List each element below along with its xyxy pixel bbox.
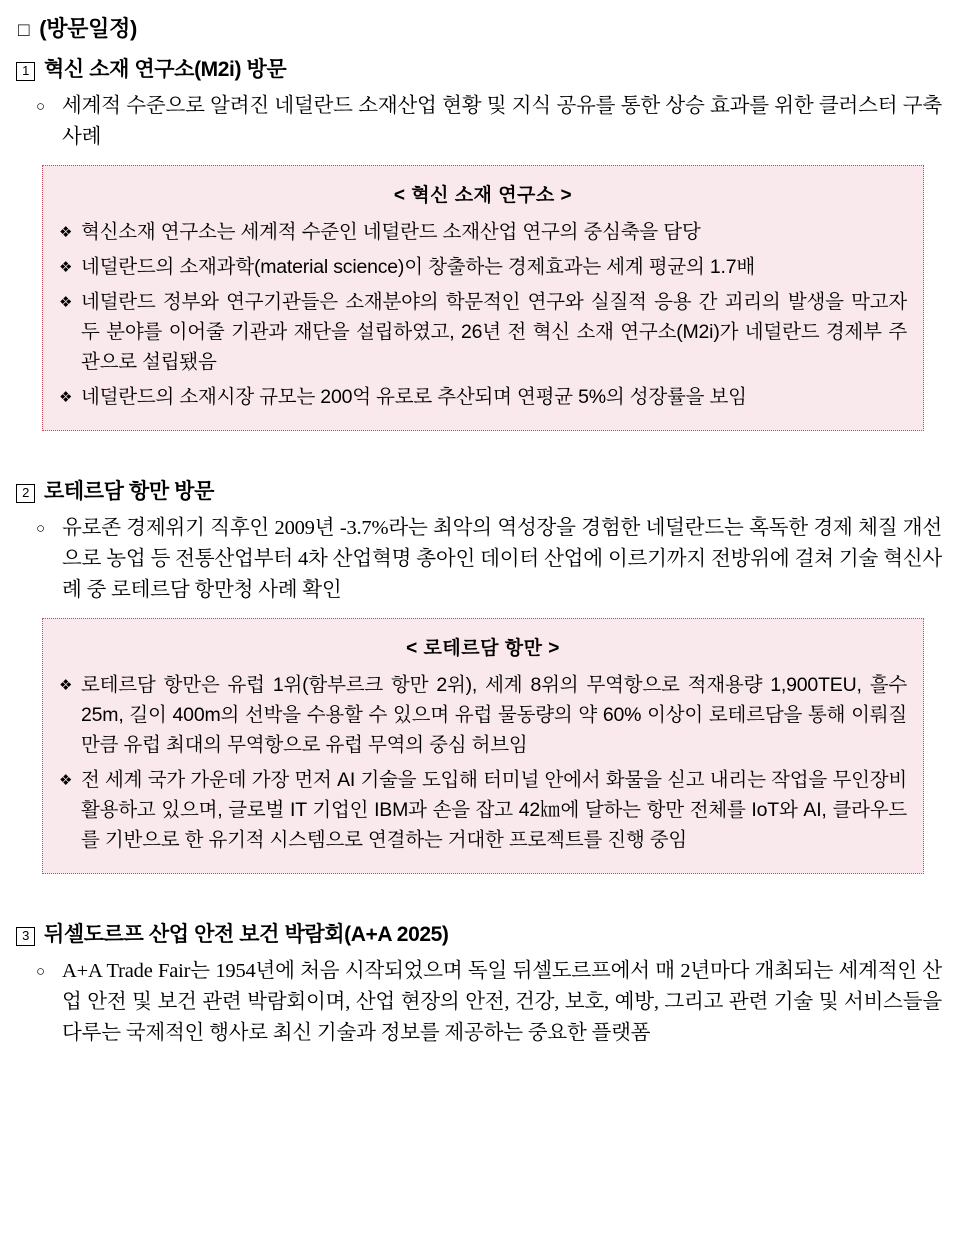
- item-2-bullet-0-text: 유로존 경제위기 직후인 2009년 -3.7%라는 최악의 역성장을 경험한 네덜란드는 혹독한 경제 체질 개선으로 농업 등 전통산업부터 4차 산업혁명 총아인 데이터 산업에 이르기까지 전방위에 걸쳐 기술 혁신사례 중 로테르담 항만청 사례 확인: [62, 517, 942, 601]
- item-1-infobox-line-3-text: 네덜란드의 소재시장 규모는 200억 유로로 추산되며 연평균 5%의 성장률을 보임: [81, 386, 747, 408]
- circle-bullet-icon: ○: [36, 98, 46, 115]
- item-1-bullet-0: [14, 91, 942, 153]
- section-header-title: (방문일정): [39, 16, 138, 41]
- square-marker-icon: □: [18, 20, 30, 41]
- spacer: [14, 884, 942, 910]
- diamond-bullet-icon: ❖: [59, 258, 73, 276]
- circle-bullet-icon: ○: [36, 963, 46, 980]
- diamond-bullet-icon: ❖: [59, 388, 73, 406]
- diamond-bullet-icon: ❖: [59, 771, 73, 789]
- circle-bullet-icon: ○: [36, 520, 46, 537]
- item-2-infobox-line-0: [59, 670, 907, 760]
- item-1-infobox-line-1-text: 네덜란드의 소재과학(material science)이 창출하는 경제효과는 세계 평균의 1.7배: [81, 256, 756, 278]
- item-2-infobox-line-1-text: 전 세계 국가 가운데 가장 먼저 AI 기술을 도입해 터미널 안에서 화물을 싣고 내리는 작업을 무인장비 활용하고 있으며, 글로벌 IT 기업인 IBM과 손을 잡고 42㎞에 달하는 항만 전체를 IoT와 AI, 클라우드를 기반으로 한 유기적 시스템으로 연결하는 거대한 프로젝트를 진행 중임: [81, 769, 907, 851]
- item-3-heading: [16, 918, 942, 948]
- diamond-bullet-icon: ❖: [59, 223, 73, 241]
- item-1-infobox-line-2: [59, 287, 907, 377]
- item-1-infobox-line-2-text: 네덜란드 정부와 연구기관들은 소재분야의 학문적인 연구와 실질적 응용 간 괴리의 발생을 막고자 두 분야를 이어줄 기관과 재단을 설립하였고, 26년 전 혁신 소재 연구소(M2i)가 네덜란드 경제부 주관으로 설립됐음: [81, 291, 907, 373]
- item-number-icon: 3: [16, 927, 35, 946]
- item-3-bullet-0: [14, 956, 942, 1049]
- item-1-infobox-line-1: [59, 252, 907, 282]
- item-2-infobox-title: < 로테르담 항만 >: [406, 638, 560, 659]
- diamond-bullet-icon: ❖: [59, 676, 73, 694]
- item-2-infobox-line-1: [59, 765, 907, 855]
- item-3: [14, 918, 942, 1049]
- item-2-infobox: [42, 618, 924, 874]
- item-2: [14, 475, 942, 874]
- diamond-bullet-icon: ❖: [59, 293, 73, 311]
- item-1: [14, 53, 942, 431]
- item-number-icon: 2: [16, 484, 35, 503]
- section-header: [18, 12, 942, 43]
- item-2-heading: [16, 475, 942, 505]
- item-1-infobox-title: < 혁신 소재 연구소 >: [393, 185, 573, 206]
- item-1-infobox-line-0: [59, 217, 907, 247]
- item-1-infobox-line-3: [59, 382, 907, 412]
- item-2-bullet-0: [14, 513, 942, 606]
- item-3-bullet-0-text: A+A Trade Fair는 1954년에 처음 시작되었으며 독일 뒤셀도르프에서 매 2년마다 개최되는 세계적인 산업 안전 및 보건 관련 박람회이며, 산업 현장의 안전, 건강, 보호, 예방, 그리고 관련 기술 및 서비스들을 다루는 국제적인 행사로 최신 기술과 정보를 제공하는 중요한 플랫폼: [62, 960, 942, 1044]
- item-3-title: 뒤셀도르프 산업 안전 보건 박람회(A+A 2025): [44, 923, 449, 946]
- item-2-infobox-line-0-text: 로테르담 항만은 유럽 1위(함부르크 항만 2위), 세계 8위의 무역항으로 적재용량 1,900TEU, 흘수 25m, 길이 400m의 선박을 수용할 수 있으며 유럽 물동량의 약 60% 이상이 로테르담을 통해 이뤄질 만큼 유럽 최대의 무역항으로 유럽 무역의 중심 허브임: [81, 674, 907, 756]
- spacer: [14, 441, 942, 467]
- item-1-infobox-line-0-text: 혁신소재 연구소는 세계적 수준인 네덜란드 소재산업 연구의 중심축을 담당: [81, 221, 701, 243]
- item-1-title: 혁신 소재 연구소(M2i) 방문: [44, 58, 287, 81]
- item-1-bullet-0-text: 세계적 수준으로 알려진 네덜란드 소재산업 현황 및 지식 공유를 통한 상승 효과를 위한 클러스터 구축 사례: [62, 95, 942, 148]
- item-1-heading: [16, 53, 942, 83]
- item-1-infobox: [42, 165, 924, 431]
- item-number-icon: 1: [16, 62, 35, 81]
- item-2-title: 로테르담 항만 방문: [44, 480, 214, 503]
